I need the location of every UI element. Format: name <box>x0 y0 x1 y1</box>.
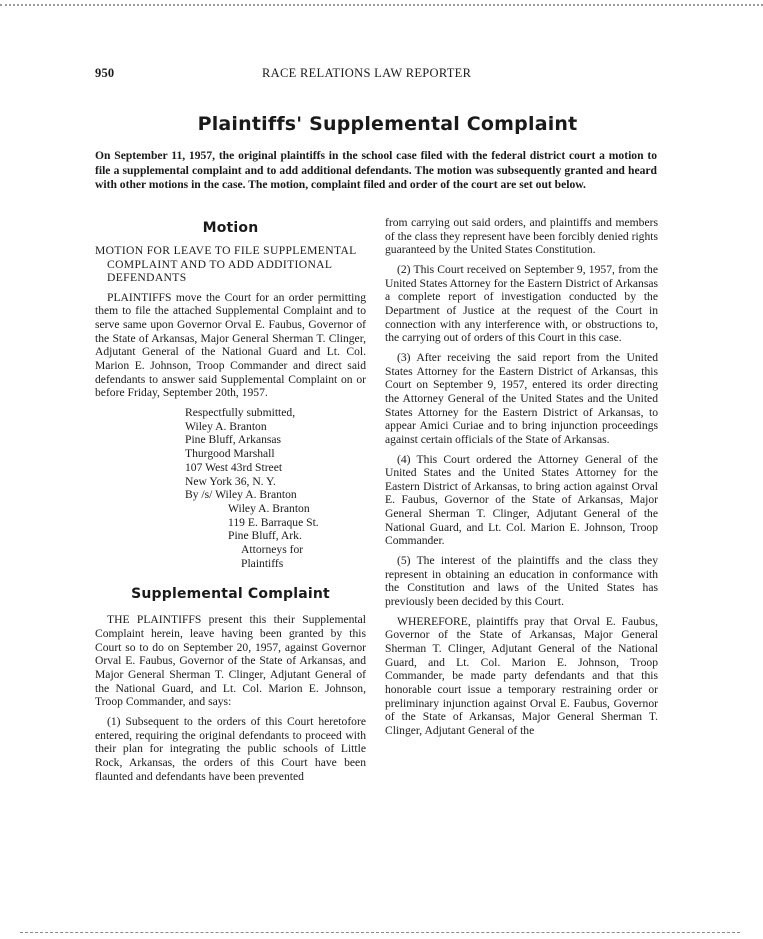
complaint-paragraph-1-continued: from carrying out said orders, and plaintiffs and members of the class they represent have been forcibly denied rights guaranteed by the United States Constitution. <box>385 216 658 257</box>
motion-body: PLAINTIFFS move the Court for an order permitting them to file the attached Supplemental Complaint and to serve same upon Governor Orval E. Faubus, Governor of the State of Arkansas, Major General Sherman T. Clinger, Adjutant General of the National Guard and Lt. Col. Marion E. Johnson, Troop Commander and direct said defendants to answer said Supplemental Complaint on or before Friday, September 20th, 1957. <box>95 290 366 400</box>
complaint-intro-paragraph: THE PLAINTIFFS present this their Supplemental Complaint herein, leave having been granted by this Court so to do on September 20, 1957, against Governor Orval E. Faubus, Governor of the State of Arkansas, and Major General Sherman T. Clinger, Adjutant General of the National Guard, and Lt. Col. Marion E. Johnson, Troop Commander, and says: <box>95 613 366 709</box>
wherefore-paragraph: WHEREFORE, plaintiffs pray that Orval E. Faubus, Governor of the State of Arkansas, Major General Sherman T. Clinger, Adjutant General of the National Guard, and Lt. Col. Marion E. Johnson, Troop Commander, be made party defendants and that this honorable court issue a temporary restraining order or preliminary injunction against Orval E. Faubus, Governor of the State of Arkansas, Major General Sherman T. Clinger, Adjutant General of the <box>385 614 658 737</box>
supplemental-complaint-heading: Supplemental Complaint <box>131 586 330 603</box>
complaint-paragraph-3: (3) After receiving the said report from the United States Attorney for the Eastern District of Arkansas, this Court on September 9, 1957, entered its order directing the Attorney General of the United States and the United States Attorney for the Eastern District of Arkansas, to appear Amici Curiae and to bring injunction proceedings against certain officials of the State of Arkansas. <box>385 350 658 446</box>
complaint-paragraph-5: (5) The interest of the plaintiffs and the class they represent in obtaining an education in conformance with the Constitution and laws of the United States has previously been decided by this Court. <box>385 554 658 609</box>
signature-line: By /s/ Wiley A. Branton <box>185 488 297 502</box>
intro-paragraph: On September 11, 1957, the original plaintiffs in the school case filed with the federal district court a motion to file a supplemental complaint and to add additional defendants. The motion was subsequently granted and heard with other motions in the case. The motion, complaint filed and order of the court are set out below. <box>95 149 657 192</box>
page-title: Plaintiffs' Supplemental Complaint <box>197 113 578 135</box>
page-number: 950 <box>95 66 115 80</box>
signature-line: 119 E. Barraque St. <box>228 515 319 529</box>
right-column <box>385 216 658 744</box>
signature-line: Plaintiffs <box>241 556 284 570</box>
signature-line: Wiley A. Branton <box>185 419 267 433</box>
signature-line: Attorneys for <box>241 543 304 557</box>
signature-line: Thurgood Marshall <box>185 447 275 461</box>
signature-line: Wiley A. Branton <box>228 501 310 515</box>
signature-line: Respectfully submitted, <box>185 406 296 420</box>
signature-line: 107 West 43rd Street <box>185 460 283 474</box>
running-head: RACE RELATIONS LAW REPORTER <box>262 66 472 80</box>
page-bottom-edge <box>20 932 740 933</box>
signature-line: Pine Bluff, Arkansas <box>185 433 282 447</box>
page-top-edge <box>0 4 763 6</box>
left-column <box>95 216 366 789</box>
complaint-paragraph-2: (2) This Court received on September 9, 1957, from the United States Attorney for the Eastern District of Arkansas a complete report of investigation conducted by the Department of Justice at the request of the Court in connection with any interference with, or obstructions to, the carrying out of orders of this Court in this case. <box>385 262 658 345</box>
signature-line: Pine Bluff, Ark. <box>228 529 302 543</box>
signature-block <box>95 406 366 570</box>
complaint-paragraph-1: (1) Subsequent to the orders of this Court heretofore entered, requiring the original defendants to proceed with their plan for integrating the public schools of Little Rock, Arkansas, the orders of this Court have been flaunted and defendants have been prevented <box>95 715 366 783</box>
motion-heading: Motion <box>202 220 259 236</box>
signature-line: New York 36, N. Y. <box>185 474 276 488</box>
complaint-paragraph-4: (4) This Court ordered the Attorney General of the United States and the United States Attorney for the Eastern District of Arkansas, to bring action against Orval E. Faubus, Governor of the State of Arkansas, Major General Sherman T. Clinger, Adjutant General of the National Guard, and Lt. Col. Marion E. Johnson, Troop Commander. <box>385 452 658 548</box>
motion-caption: MOTION FOR LEAVE TO FILE SUPPLEMENTAL COMPLAINT AND TO ADD ADDITIONAL DEFENDANTS <box>95 244 357 285</box>
